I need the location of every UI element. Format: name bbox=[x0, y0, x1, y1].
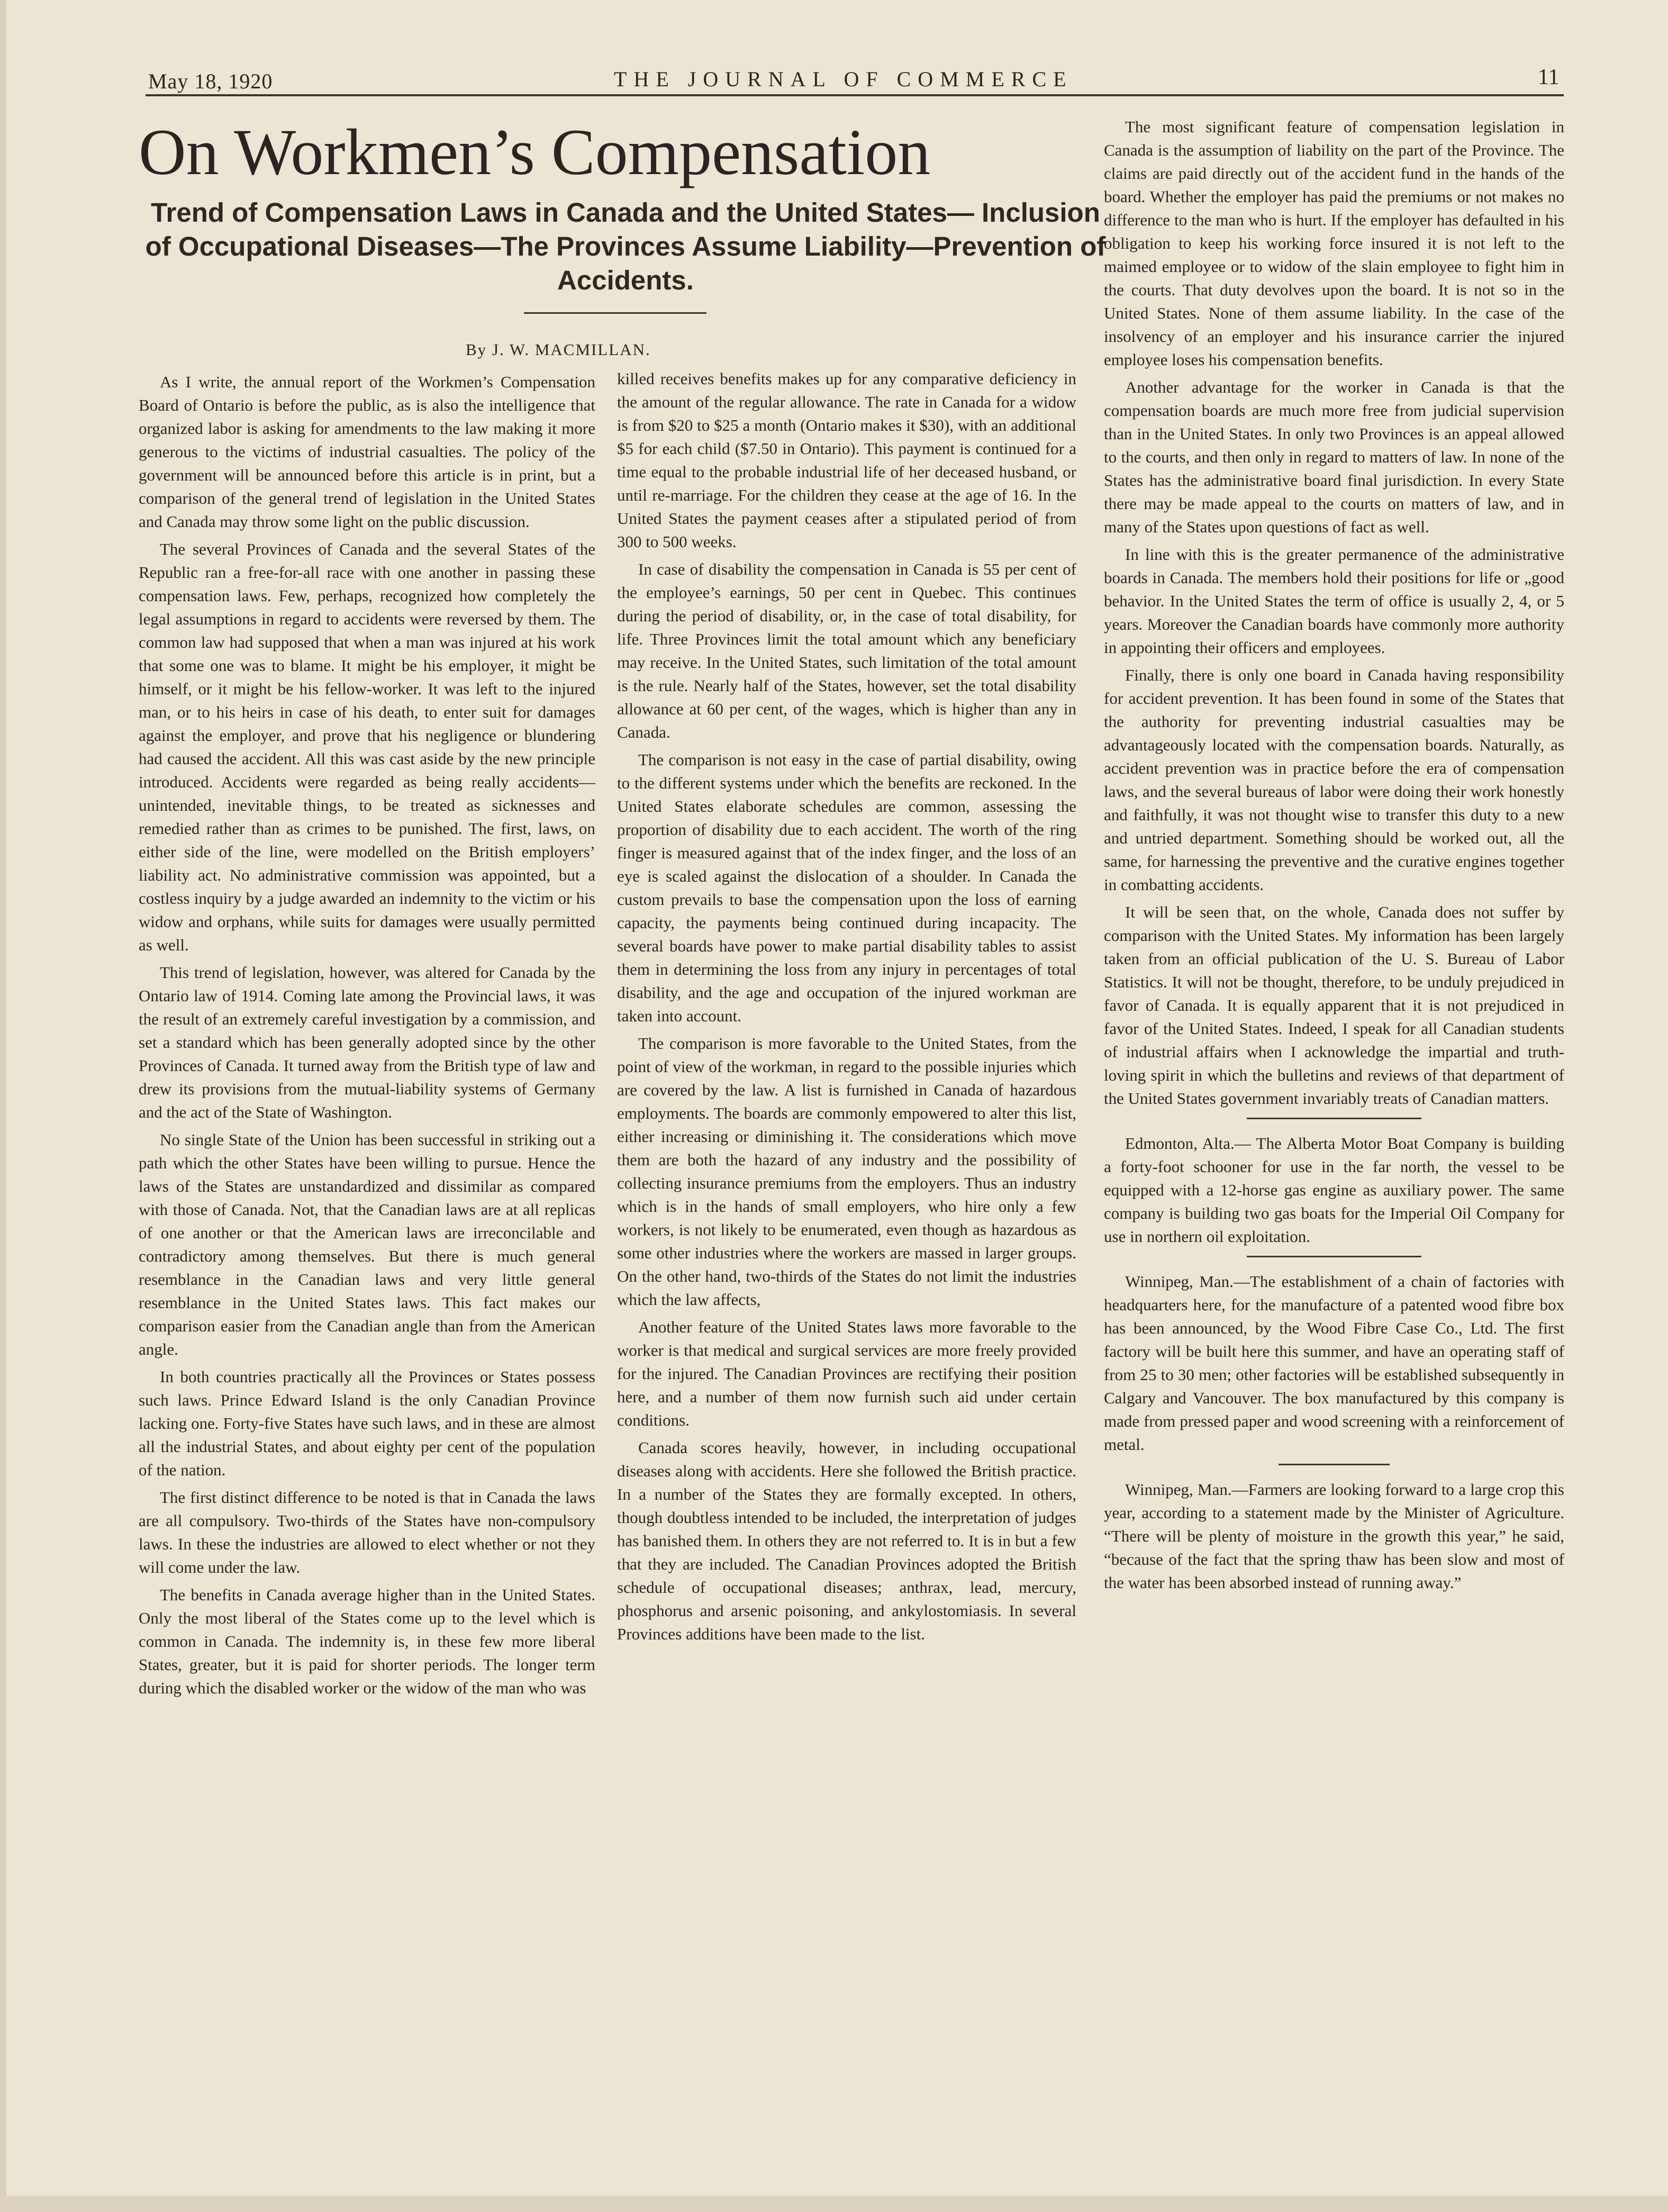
paragraph: The comparison is not easy in the case of partial disability, owing to the different systems under which the benefits are reckoned. In the United States elaborate schedules are common, assessing the proportion of disability due to each accident. The worth of the ring finger is measured against that of the index finger, and the loss of an eye is scaled against the dislocation of a shoulder. In Canada the custom prevails to base the compensation upon the loss of earning capacity, the payments being continued during incapacity. The several boards have power to make partial disability tables to assist them in determining the loss from any injury in percentages of total disability, and the age and occupation of the injured workman are taken into account. bbox=[617, 750, 1076, 1025]
title-divider bbox=[524, 312, 706, 314]
page-bottom-edge bbox=[0, 2196, 1668, 2212]
article-byline: By J. W. MACMILLAN. bbox=[466, 340, 651, 359]
paragraph: The several Provinces of Canada and the several States of the Republic ran a free-for-all race with one another in passing these compensation laws. Few, perhaps, recognized how completely the legal assumptions in regard to accidents were reversed by them. The common law had supposed that when a man was injured at his work that some one was to blame. It might be his employer, it might be himself, or it might be his fellow-worker. It was left to the injured man, or to his heirs in case of his death, to enter suit for damages against the employer, and prove that his negligence or blundering had caused the accident. All this was cast aside by the new principle introduced. Accidents were regarded as being really accidents—unintended, inevitable things, to be treated as sicknesses and remedied rather than as crimes to be punished. The first, laws, on either side of the line, were modelled on the British employers’ liability act. No administrative commission was appointed, but a costless inquiry by a judge awarded an indemnity to the victim or his widow and orphans, while suits for damages were usually permitted as well. bbox=[139, 540, 595, 954]
paragraph: killed receives benefits makes up for any comparative deficiency in the amount of the regular allowance. The rate in Canada for a widow is from $20 to $25 a month (Ontario makes it $30), with an additional $5 for each child ($7.50 in Ontario). This payment is continued for a time equal to the probable industrial life of her deceased husband, or until re-marriage. For the children they cease at the age of 16. In the United States the payment ceases after a stipulated period of from 300 to 500 weeks. bbox=[617, 369, 1076, 551]
news-divider bbox=[1247, 1118, 1421, 1119]
paragraph: In line with this is the greater permanence of the administrative boards in Canada. The members hold their positions for life or „good behavior. In the United States the term of office is usually 2, 4, or 5 years. Moreover the Canadian boards have commonly more authority in appointing their officers and employees. bbox=[1104, 545, 1564, 657]
news-divider bbox=[1279, 1464, 1390, 1465]
article-title: On Workmen’s Compensation bbox=[139, 116, 931, 188]
paragraph: Finally, there is only one board in Canada having responsibility for accident prevention. It has been found in some of the States that the authority for preventing industrial casualties may be advantageously located with the compensation boards. Naturally, as accident prevention was in practice before the era of compensation laws, and the several bureaus of labor were doing their work honestly and faithfully, it was not thought wise to transfer this duty to a new and untried department. Something should be worked out, all the same, for harnessing the preventive and the curative engines together in combatting accidents. bbox=[1104, 666, 1564, 894]
paragraph: It will be seen that, on the whole, Canada does not suffer by comparison with the United States. My information has been largely taken from an official publication of the U. S. Bureau of Labor Statistics. It will not be thought, therefore, to be unduly prejudiced in favor of Canada. It is equally apparent that it is not prejudiced in favor of the United States. Indeed, I speak for all Canadian students of industrial affairs when I acknowledge the impartial and truth-loving spirit in which the bulletins and reviews of that department of the United States government invariably treats of Canadian matters. bbox=[1104, 903, 1564, 1108]
news-item-winnipeg-factories: Winnipeg, Man.—The establishment of a chain of factories with headquarters here, for the manufacture of a patented wood fibre box has been announced, by the Wood Fibre Case Co., Ltd. The first factory will be built here this summer, and have an operating staff of from 25 to 30 men; other factories will be established subsequently in Calgary and Vancouver. The box manufactured by this company is made from pressed paper and wood screening with a reinforcement of metal. bbox=[1104, 1272, 1564, 1454]
paragraph: The comparison is more favorable to the United States, from the point of view of the workman, in regard to the possible injuries which are covered by the law. A list is furnished in Canada of hazardous employments. The boards are commonly empowered to alter this list, either increasing or diminishing it. The considerations which move them are both the hazard of any industry and the possibility of collecting insurance premiums from the employers. Thus an industry which is in the hands of small employers, who hire only a few workers, is not likely to be enumerated, even though as hazardous as some other industries where the workers are massed in larger groups. On the other hand, two-thirds of the States do not limit the industries which the law affects, bbox=[617, 1034, 1076, 1309]
paragraph: This trend of legislation, however, was altered for Canada by the Ontario law of 1914. Coming late among the Provincial laws, it was the result of an extremely careful investigation by a commission, and set a standard which has been generally adopted since by the other Provinces of Canada. It turned away from the British type of law and drew its provisions from the mutual-liability systems of Germany and the act of the State of Washington. bbox=[139, 963, 595, 1121]
paragraph: Another advantage for the worker in Canada is that the compensation boards are much more free from judicial supervision than in the United States. In only two Provinces is an appeal allowed to the courts, and then only in regard to matters of law. In none of the States has the administrative board final jurisdiction. In every State there may be made appeal to the courts on matters of law, and in many of the States upon questions of fact as well. bbox=[1104, 378, 1564, 536]
header-rule bbox=[146, 94, 1564, 96]
header-journal-title: THE JOURNAL OF COMMERCE bbox=[614, 67, 1073, 91]
paragraph: In case of disability the compensation in Canada is 55 per cent of the employee’s earnings, 50 per cent in Quebec. This continues during the period of disability, or, in the case of total disability, for life. Three Provinces limit the total amount which any beneficiary may receive. In the United States, such limitation of the total amount is the rule. Nearly half of the States, however, set the total disability allowance at 60 per cent, of the wages, which is higher than any in Canada. bbox=[617, 560, 1076, 741]
header-date: May 18, 1920 bbox=[148, 69, 273, 93]
header-page-number: 11 bbox=[1538, 65, 1560, 89]
paragraph: The first distinct difference to be noted is that in Canada the laws are all compulsory. Two-thirds of the States have non-compulsory laws. In these the industries are allowed to elect whether or not they will come under the law. bbox=[139, 1488, 595, 1576]
page-fold-shadow bbox=[0, 0, 6, 2212]
paragraph: As I write, the annual report of the Workmen’s Compensation Board of Ontario is before the public, as is also the intelligence that organized labor is asking for amendments to the law making it more generous to the victims of industrial casualties. The policy of the government will be announced before this article is in print, but a comparison of the general trend of legislation in the United States and Canada may throw some light on the public discussion. bbox=[139, 373, 595, 531]
news-divider bbox=[1247, 1256, 1421, 1257]
paragraph: Another feature of the United States laws more favorable to the worker is that medical and surgical services are more freely provided for the injured. The Canadian Provinces are rectifying their position here, and a number of them now furnish such aid under certain conditions. bbox=[617, 1318, 1076, 1429]
paragraph: No single State of the Union has been successful in striking out a path which the other States have been willing to pursue. Hence the laws of the States are unstandardized and dissimilar as compared with those of Canada. Not, that the Canadian laws are at all replicas of one another or that the American laws are irreconcilable and contradictory among themselves. But there is much general resemblance in the Canadian laws and very little general resemblance in the United States laws. This fact makes our comparison easier from the Canadian angle than from the American angle. bbox=[139, 1130, 595, 1358]
paragraph: Canada scores heavily, however, in including occupational diseases along with accidents. Here she followed the British practice. In a number of the States they are formally excepted. In others, though doubtless intended to be included, the interpretation of judges has banished them. In others they are not referred to. It is in but a few that they are included. The Canadian Provinces adopted the British schedule of occupational diseases; anthrax, lead, mercury, phosphorus and arsenic poisoning, and ankylostomiasis. In several Provinces additions have been made to the list. bbox=[617, 1438, 1076, 1643]
news-item-edmonton: Edmonton, Alta.— The Alberta Motor Boat Company is building a forty-foot schooner for use in the far north, the vessel to be equipped with a 12-horse gas engine as auxiliary power. The same company is building two gas boats for the Imperial Oil Company for use in northern oil exploitation. bbox=[1104, 1134, 1564, 1246]
news-item-winnipeg-crops: Winnipeg, Man.—Farmers are looking forward to a large crop this year, according to a statement made by the Minister of Agriculture. “There will be plenty of moisture in the growth this year,” he said, “because of the fact that the spring thaw has been slow and most of the water has been absorbed instead of running away.” bbox=[1104, 1480, 1564, 1592]
article-subtitle: Trend of Compensation Laws in Canada and the United States— Inclusion of Occupational Diseases—The Provinces Assume Liability—Prevention of Accidents. bbox=[145, 197, 1106, 295]
paragraph: In both countries practically all the Provinces or States possess such laws. Prince Edward Island is the only Canadian Province lacking one. Forty-five States have such laws, and in these are almost all the industrial States, and about eighty per cent of the population of the nation. bbox=[139, 1367, 595, 1479]
paragraph: The most significant feature of compensation legislation in Canada is the assumption of liability on the part of the Province. The claims are paid directly out of the accident fund in the hands of the board. Whether the employer has paid the premiums or not makes no difference to the man who is hurt. If the employer has defaulted in his obligation to keep his working force insured it is not left to the maimed employee or to widow of the slain employee to fight him in the courts. That duty devolves upon the board. It is not so in the United States. None of them assume liability. In the case of the insolvency of an employer and his insurance carrier the injured employee loses his compensation benefits. bbox=[1104, 117, 1564, 369]
article-column-3 bbox=[1104, 115, 1564, 1599]
paragraph: The benefits in Canada average higher than in the United States. Only the most liberal of the States come up to the level which is common in Canada. The indemnity is, in these few more liberal States, greater, but it is paid for shorter periods. The longer term during which the disabled worker or the widow of the man who was bbox=[139, 1585, 595, 1697]
article-column-2 bbox=[617, 367, 1076, 1650]
article-column-1 bbox=[139, 370, 595, 1704]
